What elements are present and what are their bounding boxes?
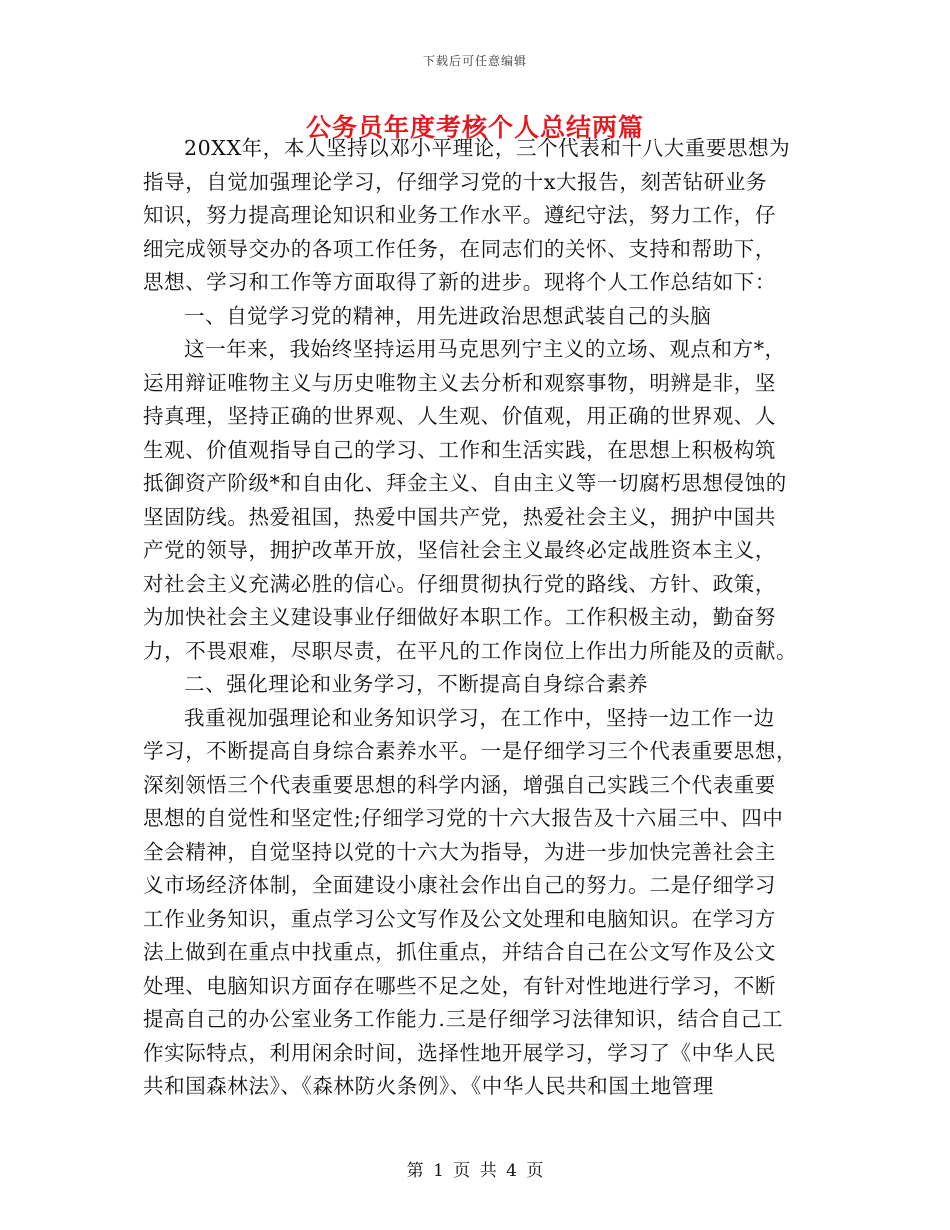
paragraph-line: 为加快社会主义建设事业仔细做好本职工作。工作积极主动，勤奋努 [143,605,776,629]
paragraph-line: 指导，自觉加强理论学习，仔细学习党的十x大报告，刻苦钻研业务 [143,169,768,194]
paragraph-line: 工作业务知识，重点学习公文写作及公文处理和电脑知识。在学习方 [143,906,776,931]
section-heading-2: 二、强化理论和业务学习，不断提高自身综合素养 [184,672,649,696]
document-title: 公务员年度考核个人总结两篇 [305,113,644,142]
paragraph-line: 学习，不断提高自身综合素养水平。一是仔细学习三个代表重要思想， [143,739,798,763]
paragraph-line: 运用辩证唯物主义与历史唯物主义去分析和观察事物，明辨是非，坚 [143,370,776,395]
paragraph-line: 作实际特点，利用闲余时间，选择性地开展学习，学习了《中华人民 [143,1040,776,1065]
paragraph-line: 生观、价值观指导自己的学习、工作和生活实践，在思想上积极构筑 [143,437,776,462]
paragraph-line: 共和国森林法》、《森林防火条例》、《中华人民共和国土地管理 [143,1074,714,1098]
paragraph-line: 全会精神，自觉坚持以党的十六大为指导，为进一步加快完善社会主 [143,839,776,864]
paragraph-line: 深刻领悟三个代表重要思想的科学内涵，增强自己实践三个代表重要 [143,772,776,797]
section-heading-1: 一、自觉学习党的精神，用先进政治思想武装自己的头脑 [184,303,712,328]
paragraph-line: 对社会主义充满必胜的信心。仔细贯彻执行党的路线、方针、政策， [143,571,776,596]
paragraph-line: 这一年来，我始终坚持运用马克思列宁主义的立场、观点和方*， [184,337,786,361]
paragraph-line: 思想的自觉性和坚定性;仔细学习党的十六大报告及十六届三中、四中 [143,806,784,830]
page-footer: 第 1 页 共 4 页 [406,1161,544,1181]
paragraph-line: 20XX年，本人坚持以邓小平理论，三个代表和十八大重要思想为 [184,136,791,160]
paragraph-line: 知识，努力提高理论知识和业务工作水平。遵纪守法，努力工作，仔 [143,203,776,227]
paragraph-line: 提高自己的办公室业务工作能力.三是仔细学习法律知识，结合自己工 [143,1007,784,1031]
paragraph-line: 坚固防线。热爱祖国，热爱中国共产党，热爱社会主义，拥护中国共 [143,504,776,529]
paragraph-line: 持真理，坚持正确的世界观、人生观、价值观，用正确的世界观、人 [143,404,776,428]
paragraph-line: 我重视加强理论和业务知识学习，在工作中，坚持一边工作一边 [184,705,775,730]
paragraph-line: 抵御资产阶级*和自由化、拜金主义、自由主义等一切腐朽思想侵蚀的 [143,471,787,495]
paragraph-line: 思想、学习和工作等方面取得了新的进步。现将个人工作总结如下： [143,270,776,294]
paragraph-line: 力，不畏艰难，尽职尽责，在平凡的工作岗位上作出力所能及的贡献。 [143,638,798,663]
paragraph-line: 产党的领导，拥护改革开放，坚信社会主义最终必定战胜资本主义， [143,538,776,562]
paragraph-line: 法上做到在重点中找重点，抓住重点，并结合自己在公文写作及公文 [143,940,776,964]
paragraph-line: 处理、电脑知识方面存在哪些不足之处，有针对性地进行学习，不断 [143,973,776,998]
header-note: 下载后可任意编辑 [422,54,527,68]
paragraph-line: 义市场经济体制，全面建设小康社会作出自己的努力。二是仔细学习 [143,873,776,897]
document-body [143,132,813,1104]
paragraph-line: 细完成领导交办的各项工作任务，在同志们的关怀、支持和帮助下， [143,236,776,261]
